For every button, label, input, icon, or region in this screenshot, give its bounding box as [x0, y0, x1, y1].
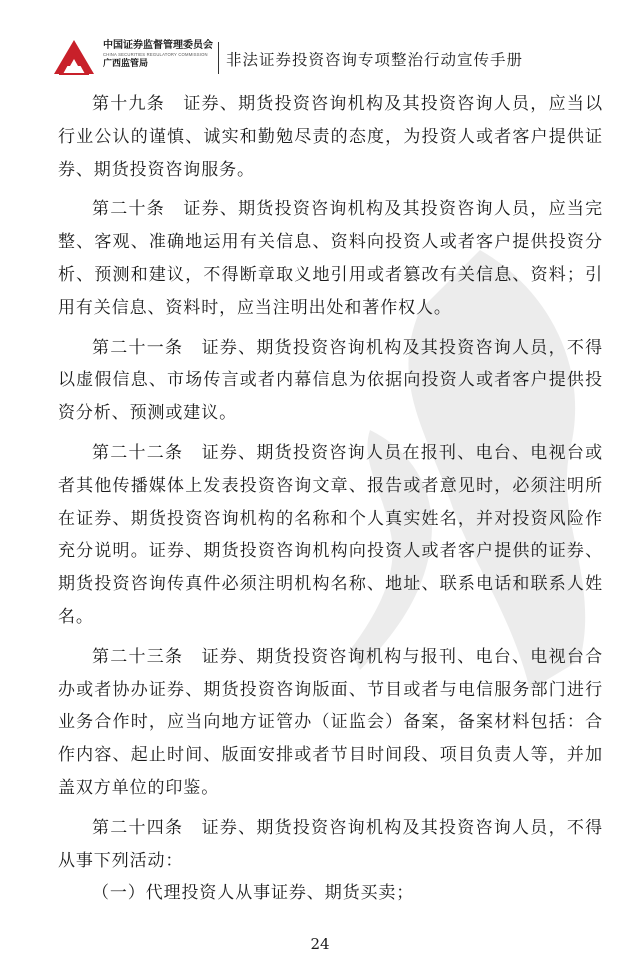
header-divider: [218, 42, 219, 74]
article-19: 第十九条 证券、期货投资咨询机构及其投资咨询人员，应当以行业公认的谨慎、诚实和勤勉尽责的态度，为投资人或者客户提供证券、期货投资咨询服务。: [58, 94, 603, 180]
article-21: 第二十一条 证券、期货投资咨询机构及其投资咨询人员，不得以虚假信息、市场传言或者内幕信息为依据向投资人或者客户提供投资分析、预测或建议。: [58, 337, 603, 424]
article-24-item-1: （一）代理投资人从事证券、期货买卖；: [92, 883, 415, 904]
article-20: 第二十条 证券、期货投资咨询机构及其投资咨询人员，应当完整、客观、准确地运用有关信息、资料向投资人或者客户提供投资分析、预测和建议，不得断章取义地引用或者篡改有关信息、资料；引用有关信息、资料时，应当注明出处和著作权人。: [58, 199, 603, 318]
page-header: [0, 0, 640, 82]
csrc-logo-icon: [52, 38, 96, 76]
article-23: 第二十三条 证券、期货投资咨询机构与报刊、电台、电视台合办或者协办证券、期货投资咨询版面、节目或者与电信服务部门进行业务合作时，应当向地方证管办（证监会）备案，备案材料包括：合作内容、起止时间、版面安排或者节目时间段、项目负责人等，并加盖双方单位的印鉴。: [58, 646, 603, 798]
page-content: [58, 88, 603, 910]
org-sub-name: 广西监管局: [103, 59, 149, 69]
org-name-en: CHINA SECURITIES REGULATORY COMMISSION: [103, 52, 208, 57]
article-24: 第二十四条 证券、期货投资咨询机构及其投资咨询人员，不得从事下列活动：: [58, 817, 603, 871]
handbook-title: 非法证券投资咨询专项整治行动宣传手册: [226, 51, 524, 69]
org-name-cn: 中国证券监督管理委员会: [103, 40, 213, 51]
article-22: 第二十二条 证券、期货投资咨询人员在报刊、电台、电视台或者其他传播媒体上发表投资咨询文章、报告或者意见时，必须注明所在证券、期货投资咨询机构的名称和个人真实姓名，并对投资风险作充分说明。证券、期货投资咨询机构向投资人或者客户提供的证券、期货投资咨询传真件必须注明机构名称、地址、联系电话和联系人姓名。: [58, 442, 603, 627]
organization-block: [103, 40, 215, 70]
page-number: 24: [310, 935, 330, 953]
